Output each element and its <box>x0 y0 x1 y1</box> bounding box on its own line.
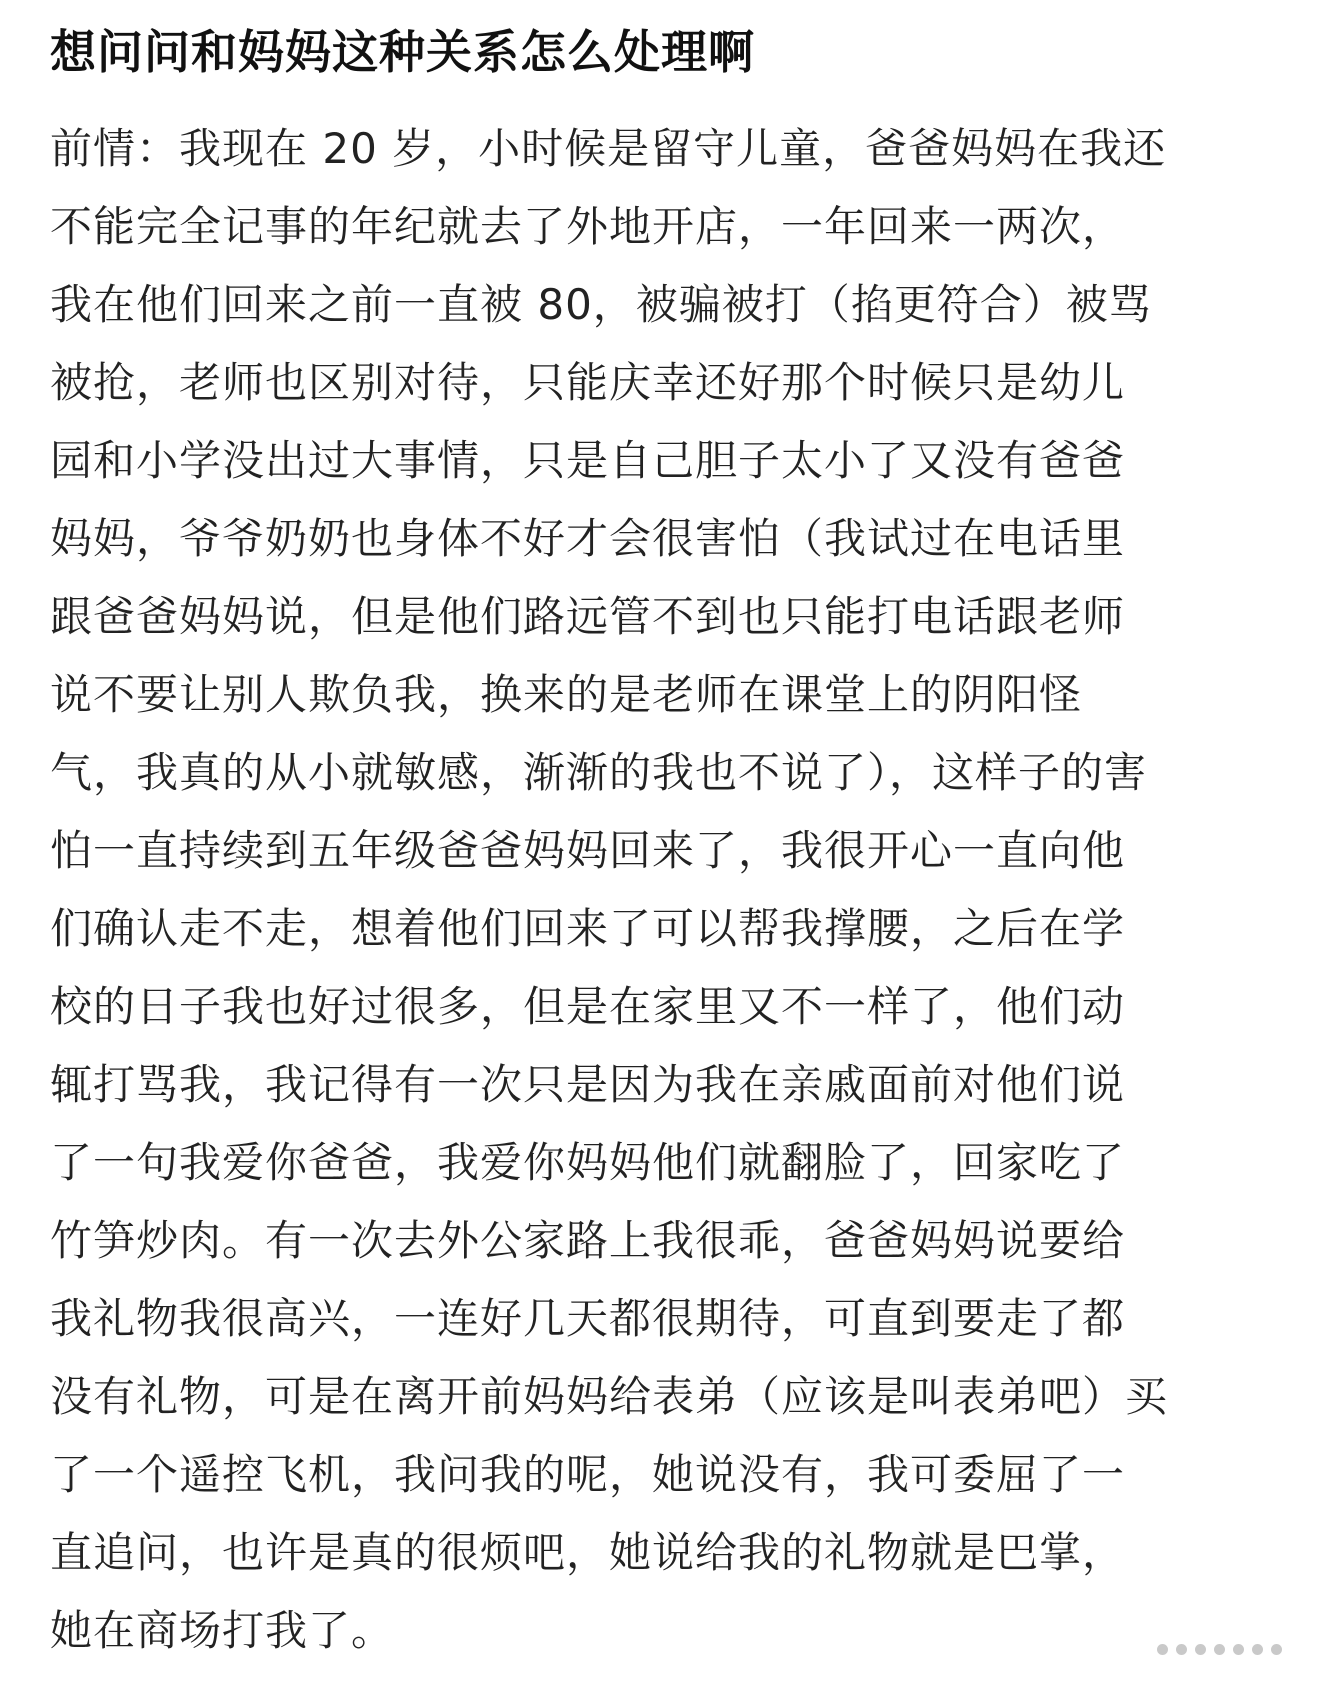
watermark-dot <box>1252 1644 1263 1655</box>
body-line: 校的日子我也好过很多，但是在家里又不一样了，他们动 <box>50 982 1126 1031</box>
body-line: 跟爸爸妈妈说，但是他们路远管不到也只能打电话跟老师 <box>50 592 1126 641</box>
body-line: 气，我真的从小就敏感，渐渐的我也不说了），这样子的害 <box>50 748 1148 797</box>
body-line: 没有礼物，可是在离开前妈妈给表弟（应该是叫表弟吧）买 <box>50 1372 1169 1421</box>
post-title: 想问问和妈妈这种关系怎么处理啊 <box>50 25 755 79</box>
watermark-dot <box>1214 1644 1225 1655</box>
body-line: 怕一直持续到五年级爸爸妈妈回来了，我很开心一直向他 <box>50 826 1126 875</box>
body-line: 我在他们回来之前一直被 80，被骗被打（掐更符合）被骂 <box>50 280 1152 329</box>
post-body <box>50 110 1280 1670</box>
body-line: 竹笋炒肉。有一次去外公家路上我很乖，爸爸妈妈说要给 <box>50 1216 1126 1265</box>
body-line: 直追问，也许是真的很烦吧，她说给我的礼物就是巴掌， <box>50 1528 1126 1577</box>
body-line: 辄打骂我，我记得有一次只是因为我在亲戚面前对他们说 <box>50 1060 1126 1109</box>
body-line: 不能完全记事的年纪就去了外地开店，一年回来一两次， <box>50 202 1126 251</box>
body-line: 园和小学没出过大事情，只是自己胆子太小了又没有爸爸 <box>50 436 1126 485</box>
body-line: 前情：我现在 20 岁，小时候是留守儿童，爸爸妈妈在我还 <box>50 124 1167 173</box>
body-line: 了一个遥控飞机，我问我的呢，她说没有，我可委屈了一 <box>50 1450 1126 1499</box>
watermark-dot <box>1233 1644 1244 1655</box>
body-line: 们确认走不走，想着他们回来了可以帮我撑腰，之后在学 <box>50 904 1126 953</box>
watermark-dot <box>1176 1644 1187 1655</box>
body-line: 我礼物我很高兴，一连好几天都很期待，可直到要走了都 <box>50 1294 1126 1343</box>
body-line: 她在商场打我了。 <box>50 1606 395 1655</box>
watermark-dots <box>1157 1644 1282 1655</box>
watermark-dot <box>1195 1644 1206 1655</box>
body-line: 妈妈，爷爷奶奶也身体不好才会很害怕（我试过在电话里 <box>50 514 1126 563</box>
body-line: 被抢，老师也区别对待，只能庆幸还好那个时候只是幼儿 <box>50 358 1126 407</box>
watermark-dot <box>1157 1644 1168 1655</box>
watermark-dot <box>1271 1644 1282 1655</box>
body-line: 说不要让别人欺负我，换来的是老师在课堂上的阴阳怪 <box>50 670 1083 719</box>
post <box>50 0 1280 1670</box>
body-line: 了一句我爱你爸爸，我爱你妈妈他们就翻脸了，回家吃了 <box>50 1138 1126 1187</box>
